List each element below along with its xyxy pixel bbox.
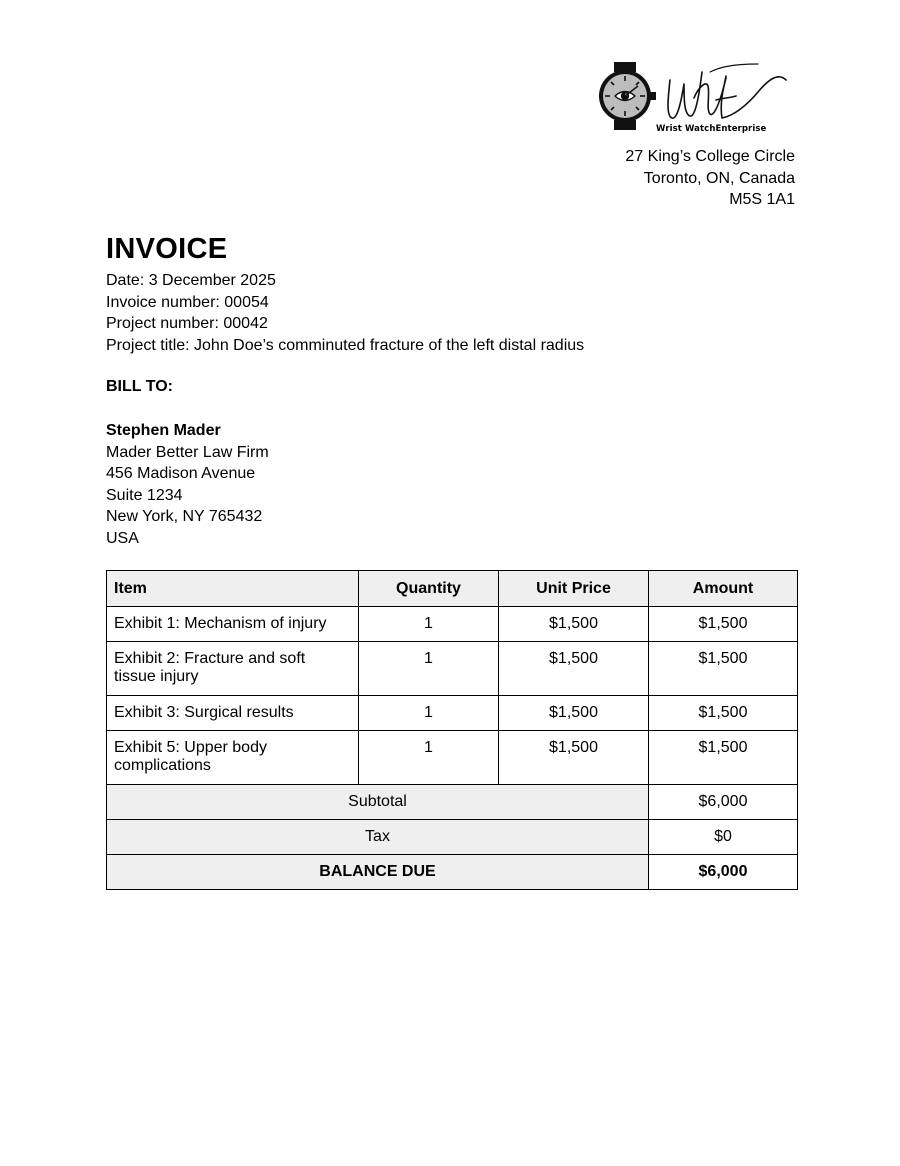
unit-price-cell: $1,500 — [499, 731, 649, 785]
bill-to-address — [106, 420, 269, 549]
invoice-date: Date: 3 December 2025 — [106, 272, 276, 289]
sender-address-line: M5S 1A1 — [729, 191, 795, 208]
subtotal-value: $6,000 — [649, 785, 798, 820]
invoice-title: INVOICE — [106, 233, 228, 265]
item-cell: Exhibit 1: Mechanism of injury — [107, 607, 359, 642]
quantity-cell: 1 — [359, 731, 499, 785]
unit-price-cell: $1,500 — [499, 696, 649, 731]
amount-cell: $1,500 — [649, 731, 798, 785]
sender-address-line: 27 King’s College Circle — [625, 148, 795, 165]
quantity-cell: 1 — [359, 607, 499, 642]
table-row — [107, 731, 798, 785]
item-cell: Exhibit 2: Fracture and soft tissue injury — [107, 642, 359, 696]
unit-price-cell: $1,500 — [499, 642, 649, 696]
table-row — [107, 607, 798, 642]
item-cell: Exhibit 3: Surgical results — [107, 696, 359, 731]
balance-due-row — [107, 855, 798, 890]
quantity-cell: 1 — [359, 642, 499, 696]
table-header-row — [107, 571, 798, 607]
item-cell: Exhibit 5: Upper body complications — [107, 731, 359, 785]
column-header-item: Item — [107, 571, 359, 607]
balance-due-value: $6,000 — [649, 855, 798, 890]
amount-cell: $1,500 — [649, 696, 798, 731]
table-row — [107, 696, 798, 731]
column-header-quantity: Quantity — [359, 571, 499, 607]
client-address-line: 456 Madison Avenue — [106, 465, 256, 482]
quantity-cell: 1 — [359, 696, 499, 731]
client-address-line: Suite 1234 — [106, 486, 183, 504]
amount-cell: $1,500 — [649, 642, 798, 696]
company-logo — [598, 58, 798, 138]
sender-address — [625, 146, 795, 211]
invoice-meta — [106, 270, 584, 356]
column-header-unit-price: Unit Price — [499, 571, 649, 607]
balance-due-label: BALANCE DUE — [107, 855, 649, 890]
tax-row — [107, 820, 798, 855]
tax-value: $0 — [649, 820, 798, 855]
client-address-line: USA — [106, 529, 139, 547]
unit-price-cell: $1,500 — [499, 607, 649, 642]
client-address-line: New York, NY 765432 — [106, 508, 263, 525]
client-address-line: Mader Better Law Firm — [106, 443, 269, 461]
subtotal-row — [107, 785, 798, 820]
subtotal-label: Subtotal — [107, 785, 649, 820]
project-number: Project number: 00042 — [106, 315, 268, 332]
sender-address-line: Toronto, ON, Canada — [643, 169, 795, 187]
project-title: Project title: John Doe’s comminuted fracture of the left distal radius — [106, 336, 585, 354]
invoice-number: Invoice number: 00054 — [106, 293, 269, 311]
logo-caption: Wrist WatchEnterprise — [656, 124, 767, 134]
amount-cell: $1,500 — [649, 607, 798, 642]
client-name: Stephen Mader — [106, 422, 221, 439]
line-items-table — [106, 570, 798, 890]
tax-label: Tax — [107, 820, 649, 855]
bill-to-heading: BILL TO: — [106, 378, 173, 395]
column-header-amount: Amount — [649, 571, 798, 607]
table-row — [107, 642, 798, 696]
